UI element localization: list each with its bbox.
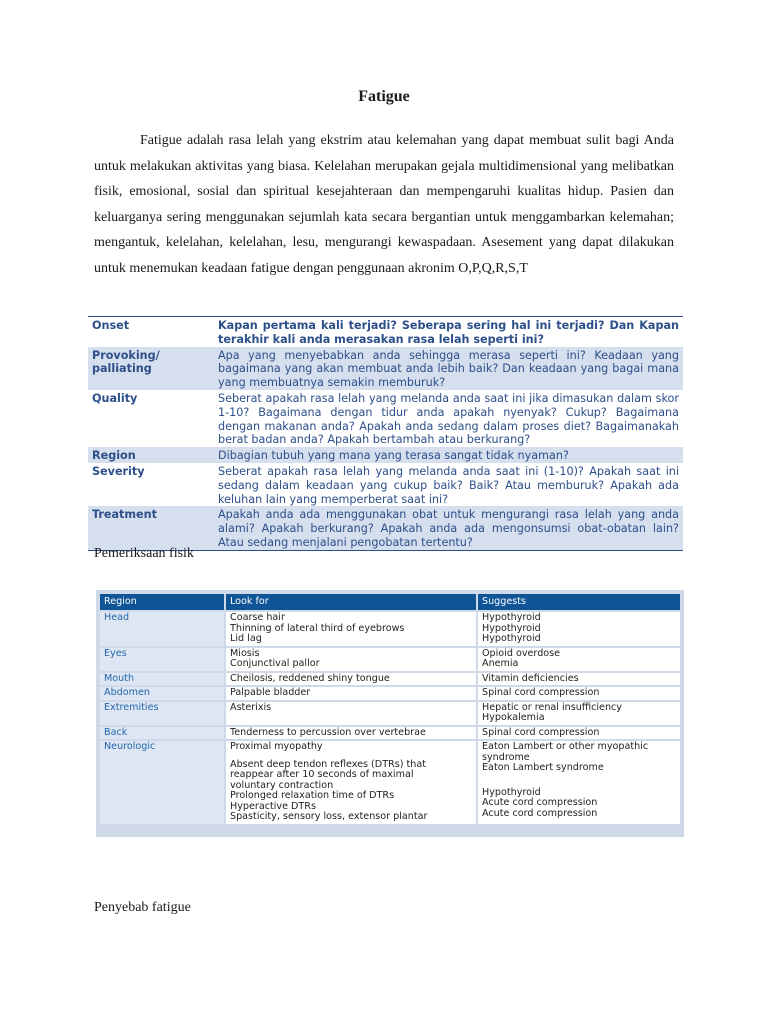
opqrst-value: Kapan pertama kali terjadi? Seberapa sering hal ini terjadi? Dan Kapan terakhir kali anda merasakan rasa lelah seperti ini? (214, 317, 683, 347)
look-for-cell-line: Thinning of lateral third of eyebrows (230, 622, 405, 634)
look-for-cell (226, 687, 476, 700)
look-for-cell (226, 702, 476, 725)
intro-paragraph (94, 128, 674, 282)
opqrst-key: Treatment (88, 506, 214, 550)
look-for-cell-line: Coarse hair (230, 612, 285, 623)
physical-exam-row (100, 741, 680, 824)
opqrst-row (88, 463, 683, 506)
suggests-cell-line: Spinal cord compression (482, 726, 600, 738)
region-cell: Neurologic (100, 741, 224, 824)
suggests-cell-line: Hypothyroid (482, 622, 541, 634)
suggests-cell (478, 702, 680, 725)
physical-exam-header-row (100, 594, 680, 610)
suggests-cell-line: Hepatic or renal insufficiency (482, 701, 622, 713)
look-for-cell-line: Conjunctival pallor (230, 658, 320, 669)
region-cell: Extremities (100, 702, 224, 725)
suggests-cell (478, 648, 680, 671)
look-for-cell-line: voluntary contraction (230, 779, 334, 791)
look-for-cell-line: Miosis (230, 647, 260, 659)
region-cell: Eyes (100, 648, 224, 671)
look-for-cell-line: Tenderness to percussion over vertebrae (230, 726, 426, 738)
suggests-cell-line: Acute cord compression (482, 797, 598, 808)
look-for-cell-line: Palpable bladder (230, 687, 311, 698)
region-cell: Head (100, 612, 224, 646)
physical-exam-row (100, 702, 680, 725)
physical-exam-row (100, 612, 680, 646)
physical-exam-row (100, 727, 680, 740)
suggests-cell-line: Anemia (482, 658, 519, 669)
opqrst-key: Quality (92, 391, 138, 405)
look-for-cell-line: Proximal myopathy (230, 741, 323, 752)
opqrst-value: Dibagian tubuh yang mana yang terasa sangat tidak nyaman? (214, 447, 683, 463)
physical-exam-table (98, 592, 682, 826)
look-for-cell (226, 741, 476, 824)
opqrst-value: Seberat apakah rasa lelah yang melanda anda saat ini jika dimasukan dalam skor 1-10? Bagaimana dengan tidur anda apakah nyenyak? Cukup? Bagaimana dengan makanan anda? Apakah anda sedang dalam proses diet? Bagaimanakah berat badan anda? Apakah bertambah atau berkurang? (218, 391, 679, 447)
pemeriksaan-fisik-label: Pemeriksaan fisik (94, 546, 194, 561)
suggests-cell-line: Acute cord compression (482, 807, 598, 819)
header-look-for: Look for (226, 594, 476, 610)
opqrst-row (88, 447, 683, 463)
suggests-cell-line: Hypothyroid (482, 612, 541, 623)
document-title: Fatigue (358, 88, 410, 105)
opqrst-key: Severity (92, 464, 145, 478)
opqrst-row (88, 506, 683, 550)
look-for-cell (226, 612, 476, 646)
suggests-cell-line: syndrome (482, 751, 530, 763)
suggests-cell-line: Vitamin deficiencies (482, 672, 579, 684)
look-for-cell (226, 727, 476, 740)
look-for-cell-line: Cheilosis, reddened shiny tongue (230, 672, 390, 684)
look-for-cell-line: reappear after 10 seconds of maximal (230, 769, 414, 780)
look-for-cell-line: Absent deep tendon reflexes (DTRs) that (230, 758, 426, 770)
look-for-cell-line: Asterixis (230, 701, 272, 713)
suggests-cell (478, 687, 680, 700)
suggests-cell (478, 727, 680, 740)
penyebab-fatigue-label: Penyebab fatigue (94, 900, 191, 915)
look-for-cell-line: Prolonged relaxation time of DTRs (230, 790, 395, 801)
opqrst-key: Provoking/ palliating (88, 347, 214, 390)
suggests-cell-line: Hypokalemia (482, 712, 545, 723)
look-for-cell (226, 673, 476, 686)
look-for-cell-line: Spasticity, sensory loss, extensor plantar (230, 811, 428, 822)
opqrst-table (88, 316, 683, 551)
opqrst-value: Apakah anda ada menggunakan obat untuk mengurangi rasa lelah yang anda alami? Apakah berkurang? Apakah anda ada mengonsumsi obat-obatan lain? Atau sedang menjalani pengobatan tertentu? (214, 506, 683, 550)
header-suggests: Suggests (478, 594, 680, 610)
opqrst-key: Onset (88, 317, 214, 347)
physical-exam-figure (96, 590, 684, 837)
suggests-cell-line: Eaton Lambert syndrome (482, 762, 604, 773)
opqrst-row (88, 347, 683, 390)
suggests-cell-line (482, 774, 676, 781)
suggests-cell-line: Eaton Lambert or other myopathic (482, 741, 649, 752)
suggests-cell-line: Hypothyroid (482, 786, 541, 798)
suggests-cell (478, 741, 680, 824)
suggests-cell-line: Opioid overdose (482, 647, 561, 659)
suggests-cell (478, 612, 680, 646)
physical-exam-row (100, 648, 680, 671)
opqrst-key: Region (88, 447, 214, 463)
intro-text: Fatigue adalah rasa lelah yang ekstrim atau kelemahan yang dapat membuat sulit bagi Anda untuk melakukan aktivitas yang biasa. Kelelahan merupakan gejala multidimensional yang melibatkan fisik, emosional, sosial dan spiritual kesejahteraan dan mempengaruhi kualitas hidup. Pasien dan keluarganya sering menggunakan sejumlah kata secara bergantian untuk menggambarkan kelemahan; mengantuk, kelelahan, kelelahan, lesu, mengurangi kewaspadaan. Asesement yang dapat dilakukan untuk menemukan keadaan fatigue dengan penggunaan akronim O,P,Q,R,S,T (94, 133, 674, 276)
opqrst-row (88, 390, 683, 447)
region-cell: Mouth (100, 673, 224, 686)
suggests-cell-line: Spinal cord compression (482, 687, 600, 698)
header-region: Region (100, 594, 224, 610)
physical-exam-row (100, 687, 680, 700)
suggests-cell-line: Hypothyroid (482, 633, 541, 644)
region-cell: Back (100, 727, 224, 740)
physical-exam-row (100, 673, 680, 686)
look-for-cell-line: Hyperactive DTRs (230, 800, 316, 812)
physical-exam-body (100, 612, 680, 824)
look-for-cell (226, 648, 476, 671)
opqrst-row (88, 317, 683, 347)
look-for-cell-line: Lid lag (230, 633, 262, 644)
opqrst-value: Seberat apakah rasa lelah yang melanda anda saat ini (1-10)? Apakah saat ini sedang dalam keadaan yang cukup baik? Baik? Atau memburuk? Apakah ada keluhan lain yang memperberat saat ini? (218, 464, 679, 506)
suggests-cell (478, 673, 680, 686)
region-cell: Abdomen (100, 687, 224, 700)
opqrst-value: Apa yang menyebabkan anda sehingga merasa seperti ini? Keadaan yang bagaimana yang akan membuat anda lebih baik? Dan keadaan yang bagai mana yang membuatnya semakin memburuk? (214, 347, 683, 390)
